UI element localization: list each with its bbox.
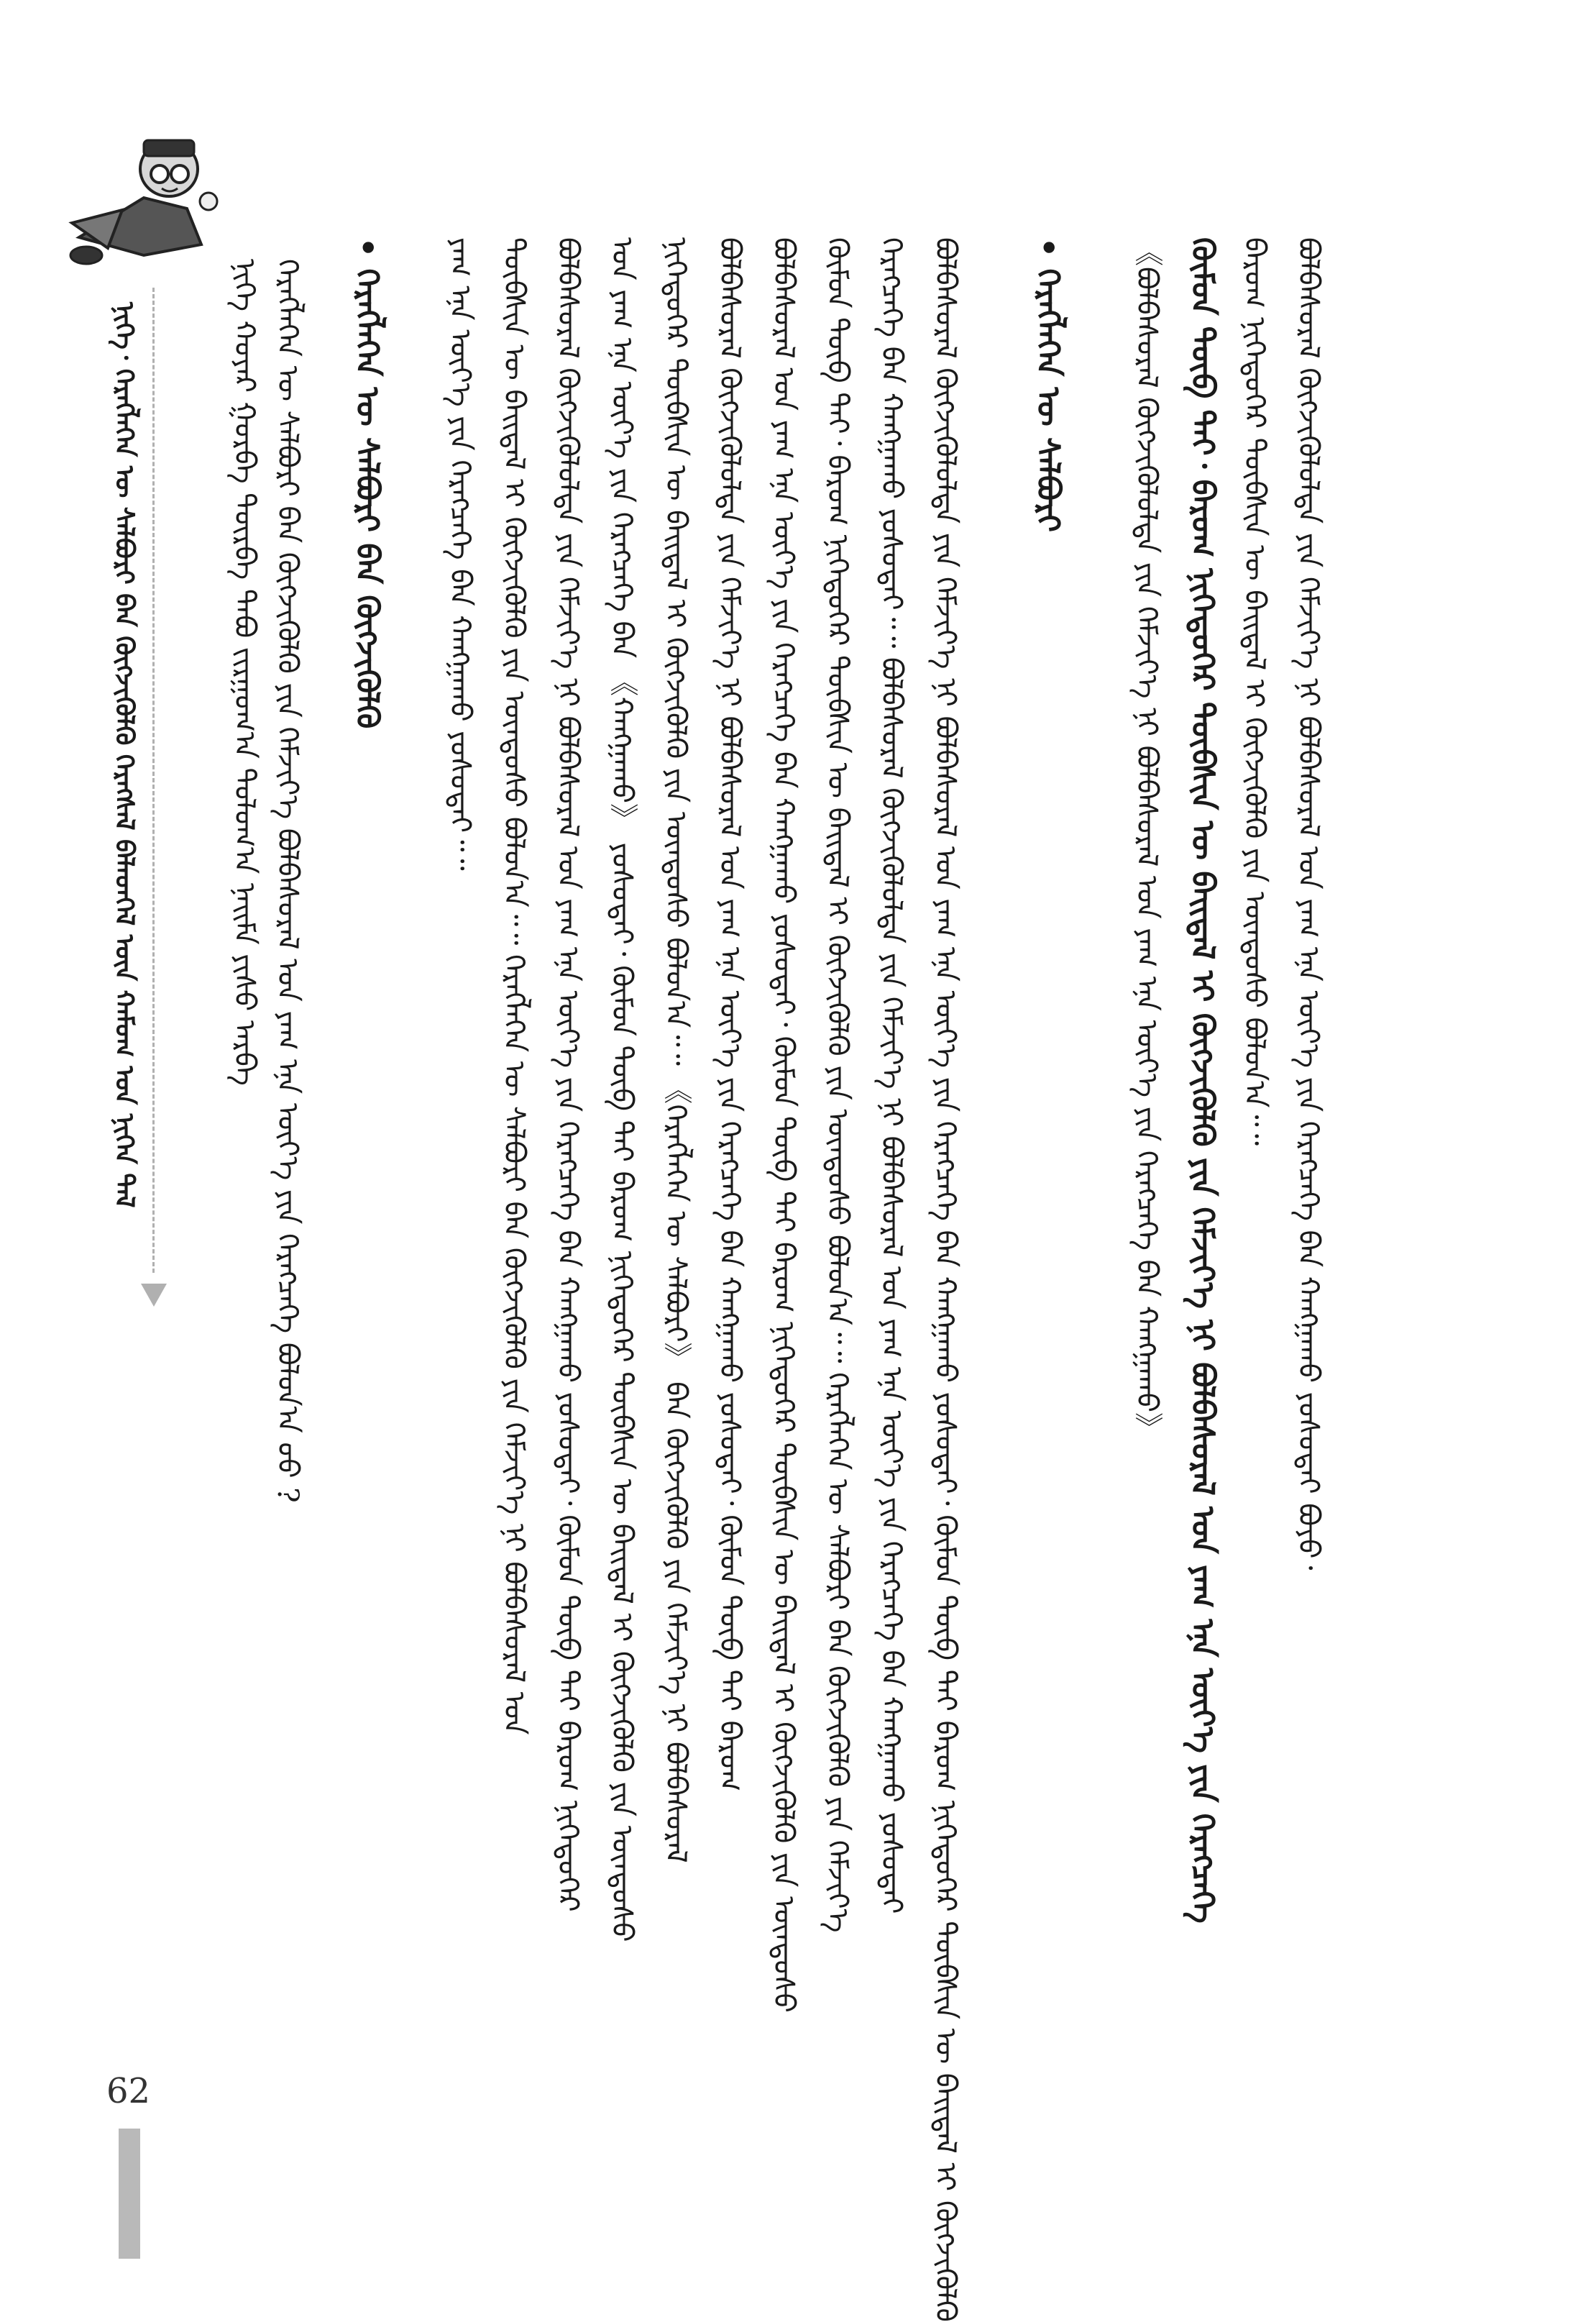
emphasis-line: ᠬᠦᠮᠦᠨ ᠲᠥᠪ ᠲᠡᠢ᠂ ᠪᠠᠷᠤᠭ ᠨᠢᠭᠡᠳᠦᠭᠡᠷ ᠲᠦᠪᠰᠢᠨ ᠦ ᠪᠠᠢᠳᠠᠯ ᠢ ᠬᠥᠭᠵᠢᠭᠦᠯᠬᠦ ᠶᠢᠨ ᠬᠡᠮᠵᠢᠶ᠎ᠡ ᠨᠢ ᠪᠣᠯᠪᠠᠰᠤᠷᠠᠯ ᠤᠨ ᠶᠠᠭ ᠡᠨᠡ ᠦᠶ᠎ᠡ ᠶᠢᠨ ᠬᠡᠷᠡᠭᠴᠡᠭᠡ — [1184, 237, 1221, 1924]
body-line-3: ᠬᠡᠷᠡᠭᠴᠡᠭᠡ ᠪᠠᠨ ᠬᠠᠩᠭᠠᠬᠤ ᠶᠤᠰᠤᠲᠠᠢ᠃᠃ ᠪᠣᠯᠪᠠᠰᠤᠷᠠᠯ ᠬᠥᠭᠵᠢᠭᠦᠯᠦᠯᠲᠡ ᠶᠢᠨ ᠬᠡᠮᠵᠢᠶ᠎ᠡ ᠨᠢ ᠪᠣᠯᠪᠠᠰᠤᠷᠠᠯ ᠤᠨ ᠶᠠᠭ ᠡᠨᠡ ᠦᠶ᠎ᠡ ᠶᠢᠨ ᠬᠡᠷᠡᠭᠴᠡᠭᠡ ᠪᠠᠨ ᠬᠠᠩᠭᠠᠬᠤ ᠶᠤᠰᠤᠲᠠᠢ — [875, 237, 908, 1914]
page-edge-bar — [119, 2129, 140, 2259]
body-line-6: ᠪᠣᠯᠪᠠᠰᠤᠷᠠᠯ ᠬᠥᠭᠵᠢᠭᠦᠯᠦᠯᠲᠡ ᠶᠢᠨ ᠬᠡᠮᠵᠢᠶ᠎ᠡ ᠨᠢ ᠪᠣᠯᠪᠠᠰᠤᠷᠠᠯ ᠤᠨ ᠶᠠᠭ ᠡᠨᠡ ᠦᠶ᠎ᠡ ᠶᠢᠨ ᠬᠡᠷᠡᠭᠴᠡᠭᠡ ᠪᠠᠨ ᠬᠠᠩᠭᠠᠬᠤ ᠶᠤᠰᠤᠲᠠᠢ᠂ ᠬᠦᠮᠦᠨ ᠲᠥᠪ ᠲᠡᠢ ᠪᠠᠷᠤᠭ — [713, 237, 746, 1792]
body-line-7: ᠨᠢᠭᠡᠳᠦᠭᠡᠷ ᠲᠦᠪᠰᠢᠨ ᠦ ᠪᠠᠢᠳᠠᠯ ᠢ ᠬᠥᠭᠵᠢᠭᠦᠯᠬᠦ ᠶᠢᠨ ᠦᠨᠳᠦᠰᠦ ᠪᠣᠯᠤᠨ᠎ᠠ᠃᠃ 《ᠬᠡᠷᠡᠭᠯᠡᠭᠡᠨ ᠦ ᠰᠠᠯᠪᠤᠷᠢ》 ᠪᠠᠨ ᠬᠥᠭᠵᠢᠭᠦᠯᠬᠦ ᠶᠢᠨ ᠬᠡᠮᠵᠢᠶ᠎ᠡ ᠨᠢ ᠪᠣᠯᠪᠠᠰᠤᠷᠠᠯ — [659, 237, 692, 1863]
body-line-8: ᠤᠨ ᠶᠠᠭ ᠡᠨᠡ ᠦᠶ᠎ᠡ ᠶᠢᠨ ᠬᠡᠷᠡᠭᠴᠡᠭᠡ ᠪᠠᠨ 《ᠬᠠᠩᠭᠠᠬᠤ》 ᠶᠤᠰᠤᠲᠠᠢ᠂ ᠬᠦᠮᠦᠨ ᠲᠥᠪ ᠲᠡᠢ ᠪᠠᠷᠤᠭ ᠨᠢᠭᠡᠳᠦᠭᠡᠷ ᠲᠦᠪᠰᠢᠨ ᠦ ᠪᠠᠢᠳᠠᠯ ᠢ ᠬᠥᠭᠵᠢᠭᠦᠯᠬᠦ ᠶᠢᠨ ᠦᠨᠳᠦᠰᠦ — [605, 237, 638, 1942]
section-heading-1: • ᠬᠡᠷᠡᠭᠯᠡᠭᠡᠨ ᠦ ᠰᠠᠯᠪᠤᠷᠢ — [1029, 237, 1066, 533]
body-line-11: ᠶᠠᠭ ᠡᠨᠡ ᠦᠶ᠎ᠡ ᠶᠢᠨ ᠬᠡᠷᠡᠭᠴᠡᠭᠡ ᠪᠠᠨ ᠬᠠᠩᠭᠠᠬᠤ ᠶᠤᠰᠤᠲᠠᠢ᠃᠃ — [444, 237, 477, 871]
body-line-2: ᠪᠣᠯᠪᠠᠰᠤᠷᠠᠯ ᠬᠥᠭᠵᠢᠭᠦᠯᠦᠯᠲᠡ ᠶᠢᠨ ᠬᠡᠮᠵᠢᠶ᠎ᠡ ᠨᠢ ᠪᠣᠯᠪᠠᠰᠤᠷᠠᠯ ᠤᠨ ᠶᠠᠭ ᠡᠨᠡ ᠦᠶ᠎ᠡ ᠶᠢᠨ ᠬᠡᠷᠡᠭᠴᠡᠭᠡ ᠪᠠᠨ ᠬᠠᠩᠭᠠᠬᠤ ᠶᠤᠰᠤᠲᠠᠢ᠂ ᠬᠦᠮᠦᠨ ᠲᠥᠪ ᠲᠡᠢ ᠪᠠᠷᠤᠭ ᠨᠢᠭᠡᠳᠦᠭᠡᠷ ᠲᠦᠪᠰᠢᠨ ᠦ ᠪᠠᠢᠳᠠᠯ ᠢ ᠬᠥᠭᠵᠢᠭᠦᠯᠬᠦ — [929, 237, 962, 2322]
body-line-4: ᠬᠦᠮᠦᠨ ᠲᠥᠪ ᠲᠡᠢ᠂ ᠪᠠᠷᠤᠭ ᠨᠢᠭᠡᠳᠦᠭᠡᠷ ᠲᠦᠪᠰᠢᠨ ᠦ ᠪᠠᠢᠳᠠᠯ ᠢ ᠬᠥᠭᠵᠢᠭᠦᠯᠬᠦ ᠶᠢᠨ ᠦᠨᠳᠦᠰᠦ ᠪᠣᠯᠤᠨ᠎ᠠ᠃᠃ ᠬᠡᠷᠡᠭᠯᠡᠭᠡᠨ ᠦ ᠰᠠᠯᠪᠤᠷᠢ ᠪᠠᠨ ᠬᠥᠭᠵᠢᠭᠦᠯᠬᠦ ᠶᠢᠨ ᠬᠡᠮᠵᠢᠶ᠎ᠡ — [821, 237, 854, 1933]
page-number: 62 — [106, 2071, 151, 2111]
header-title: ᠨᠢᠭᠡ᠂ ᠬᠡᠷᠡᠭᠯᠡᠭᠡᠨ ᠦ ᠰᠠᠯᠪᠤᠷᠢ ᠪᠠᠨ ᠬᠥᠭᠵᠢᠭᠦᠯᠬᠦ ᠬᠡᠷᠡᠭᠰᠡᠯ ᠪᠡᠯᠡᠳᠬᠡᠯ ᠦᠨ ᠬᠠᠮᠤᠭ ᠤᠨ ᠨᠢᠭᠡᠨ ᠲᠡᠯ — [109, 302, 139, 1208]
mascot-illustration — [58, 129, 230, 273]
intro-line-2: ᠪᠠᠷᠤᠭ ᠨᠢᠭᠡᠳᠦᠭᠡᠷ ᠲᠦᠪᠰᠢᠨ ᠦ ᠪᠠᠢᠳᠠᠯ ᠢ ᠬᠥᠭᠵᠢᠭᠦᠯᠬᠦ ᠶᠢᠨ ᠦᠨᠳᠦᠰᠦ ᠪᠣᠯᠤᠨ᠎ᠠ᠃᠃ — [1238, 237, 1271, 1146]
running-header — [111, 302, 137, 1208]
exercise-line-2: ᠨᠢᠭᠡ ᠬᠣᠶᠠᠷ ᠭᠤᠷᠪᠠ ᠳᠥᠷᠪᠡ ᠲᠠᠪᠤ ᠵᠢᠷᠭᠤᠭ᠎ᠠ ᠳᠣᠯᠤᠭ᠎ᠠ ᠨᠠᠢᠮᠠ ᠶᠢᠰᠦ ᠠᠷᠪᠠ — [228, 259, 261, 1086]
body-line-9: ᠪᠣᠯᠪᠠᠰᠤᠷᠠᠯ ᠬᠥᠭᠵᠢᠭᠦᠯᠦᠯᠲᠡ ᠶᠢᠨ ᠬᠡᠮᠵᠢᠶ᠎ᠡ ᠨᠢ ᠪᠣᠯᠪᠠᠰᠤᠷᠠᠯ ᠤᠨ ᠶᠠᠭ ᠡᠨᠡ ᠦᠶ᠎ᠡ ᠶᠢᠨ ᠬᠡᠷᠡᠭᠴᠡᠭᠡ ᠪᠠᠨ ᠬᠠᠩᠭᠠᠬᠤ ᠶᠤᠰᠤᠲᠠᠢ᠂ ᠬᠦᠮᠦᠨ ᠲᠥᠪ ᠲᠡᠢ ᠪᠠᠷᠤᠭ ᠨᠢᠭᠡᠳᠦᠭᠡᠷ — [551, 237, 584, 1912]
header-arrow-icon — [141, 1284, 167, 1307]
intro-line-1: ᠪᠣᠯᠪᠠᠰᠤᠷᠠᠯ ᠬᠥᠭᠵᠢᠭᠦᠯᠦᠯᠲᠡ ᠶᠢᠨ ᠬᠡᠮᠵᠢᠶ᠎ᠡ ᠨᠢ ᠪᠣᠯᠪᠠᠰᠤᠷᠠᠯ ᠤᠨ ᠶᠠᠭ ᠡᠨᠡ ᠦᠶ᠎ᠡ ᠶᠢᠨ ᠬᠡᠷᠡᠭᠴᠡᠭᠡ ᠪᠠᠨ ᠬᠠᠩᠭᠠᠬᠤ ᠶᠤᠰᠤᠲᠠᠢ ᠪᠤᠶᠤ᠂ — [1292, 237, 1325, 1571]
exercise-line-1: ᠬᠡᠷᠡᠭᠯᠡᠭᠡᠨ ᠦ ᠰᠠᠯᠪᠤᠷᠢ ᠪᠠᠨ ᠬᠥᠭᠵᠢᠭᠦᠯᠬᠦ ᠶᠢᠨ ᠬᠡᠮᠵᠢᠶ᠎ᠡ ᠪᠣᠯᠪᠠᠰᠤᠷᠠᠯ ᠤᠨ ᠶᠠᠭ ᠡᠨᠡ ᠦᠶ᠎ᠡ ᠶᠢᠨ ᠬᠡᠷᠡᠭᠴᠡᠭᠡ ᠪᠣᠯᠤᠨ᠎ᠠ ᠤᠤ ? — [271, 259, 304, 1503]
section-heading-2: • ᠬᠡᠷᠡᠭᠯᠡᠭᠡᠨ ᠦ ᠰᠠᠯᠪᠤᠷᠢ ᠪᠠᠨ ᠬᠥᠭᠵᠢᠭᠦᠯᠬᠦ — [349, 237, 385, 729]
body-line-5: ᠪᠣᠯᠪᠠᠰᠤᠷᠠᠯ ᠤᠨ ᠶᠠᠭ ᠡᠨᠡ ᠦᠶ᠎ᠡ ᠶᠢᠨ ᠬᠡᠷᠡᠭᠴᠡᠭᠡ ᠪᠠᠨ ᠬᠠᠩᠭᠠᠬᠤ ᠶᠤᠰᠤᠲᠠᠢ᠂ ᠬᠦᠮᠦᠨ ᠲᠥᠪ ᠲᠡᠢ ᠪᠠᠷᠤᠭ ᠨᠢᠭᠡᠳᠦᠭᠡᠷ ᠲᠦᠪᠰᠢᠨ ᠦ ᠪᠠᠢᠳᠠᠯ ᠢ ᠬᠥᠭᠵᠢᠭᠦᠯᠬᠦ ᠶᠢᠨ ᠦᠨᠳᠦᠰᠦ — [767, 237, 800, 2013]
quote-line: 《ᠪᠣᠯᠪᠠᠰᠤᠷᠠᠯ ᠬᠥᠭᠵᠢᠭᠦᠯᠦᠯᠲᠡ ᠶᠢᠨ ᠬᠡᠮᠵᠢᠶ᠎ᠡ ᠨᠢ ᠪᠣᠯᠪᠠᠰᠤᠷᠠᠯ ᠤᠨ ᠶᠠᠭ ᠡᠨᠡ ᠦᠶ᠎ᠡ ᠶᠢᠨ ᠬᠡᠷᠡᠭᠴᠡᠭᠡ ᠪᠠᠨ ᠬᠠᠩᠭᠠᠬᠤ》 — [1130, 237, 1163, 1442]
body-line-10: ᠲᠦᠪᠰᠢᠨ ᠦ ᠪᠠᠢᠳᠠᠯ ᠢ ᠬᠥᠭᠵᠢᠭᠦᠯᠬᠦ ᠶᠢᠨ ᠦᠨᠳᠦᠰᠦ ᠪᠣᠯᠤᠨ᠎ᠠ᠃᠃ ᠬᠡᠷᠡᠭᠯᠡᠭᠡᠨ ᠦ ᠰᠠᠯᠪᠤᠷᠢ ᠪᠠᠨ ᠬᠥᠭᠵᠢᠭᠦᠯᠬᠦ ᠶᠢᠨ ᠬᠡᠮᠵᠢᠶ᠎ᠡ ᠨᠢ ᠪᠣᠯᠪᠠᠰᠤᠷᠠᠯ ᠤᠨ — [497, 237, 531, 1735]
header-divider — [152, 288, 155, 1273]
